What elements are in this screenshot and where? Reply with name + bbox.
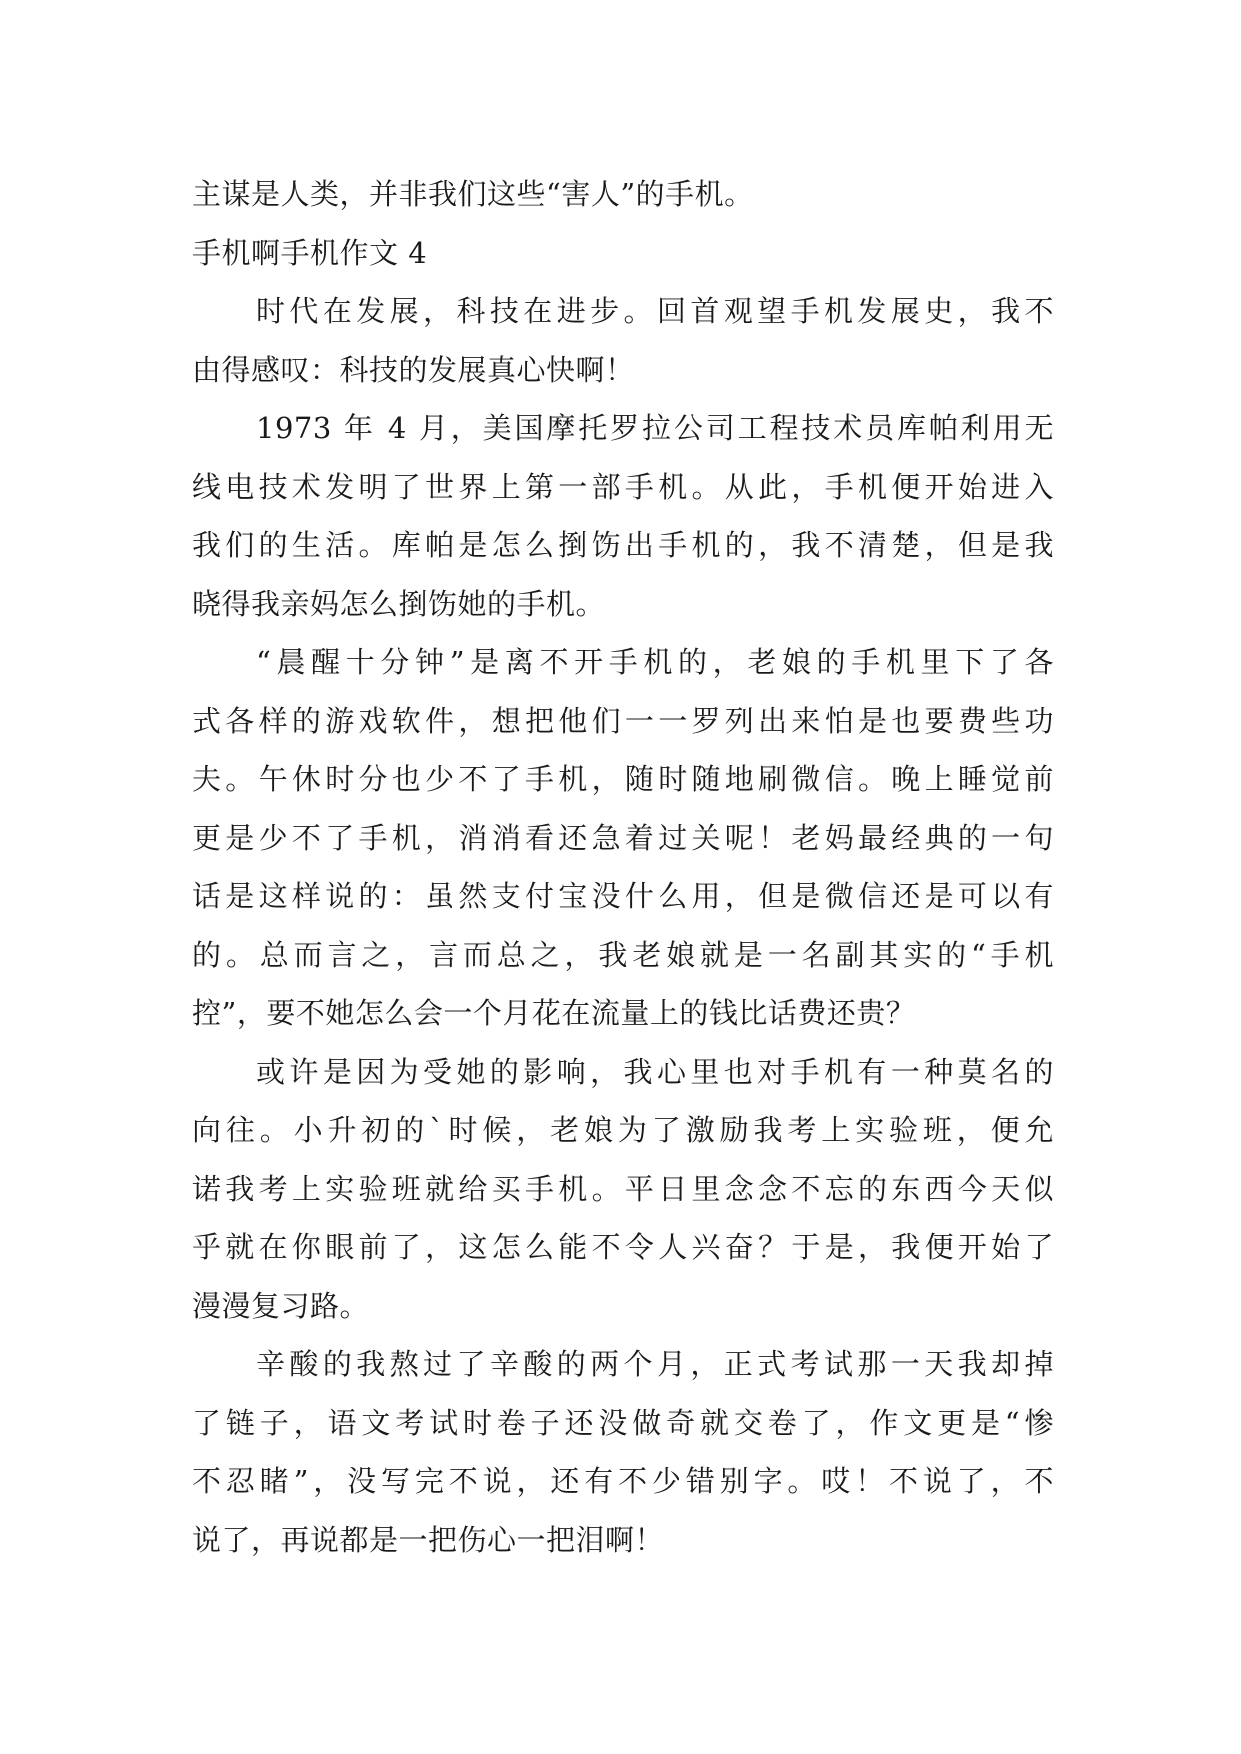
text-line: 线电技术发明了世界上第一部手机。从此，手机便开始进入 [192, 469, 1054, 504]
text-line: 不忍睹”，没写完不说，还有不少错别字。哎！不说了，不 [192, 1464, 1054, 1498]
text-line: “晨醒十分钟”是离不开手机的，老娘的手机里下了各 [256, 645, 1054, 679]
text-line: 漫漫复习路。 [192, 1288, 370, 1323]
text-line: 说了，再说都是一把伤心一把泪啊！ [192, 1522, 665, 1557]
text-line: 向往。小升初的`时候，老娘为了激励我考上实验班，便允 [192, 1113, 1054, 1147]
text-line: 我们的生活。库帕是怎么捯饬出手机的，我不清楚，但是我 [192, 528, 1054, 562]
section-heading: 手机啊手机作文 4 [192, 235, 428, 270]
text-line: 诺我考上实验班就给买手机。平日里念念不忘的东西今天似 [192, 1171, 1054, 1206]
text-line: 了链子，语文考试时卷子还没做奇就交卷了，作文更是“惨 [192, 1405, 1054, 1440]
text-line: 更是少不了手机，消消看还急着过关呢！老妈最经典的一句 [192, 820, 1054, 855]
text-line: 的。总而言之，言而总之，我老娘就是一名副其实的“手机 [192, 937, 1054, 972]
text-line: 辛酸的我熬过了辛酸的两个月，正式考试那一天我却掉 [256, 1347, 1054, 1381]
text-line: 晓得我亲妈怎么捯饬她的手机。 [192, 586, 606, 621]
document-body [192, 165, 1054, 1569]
text-line: 控”，要不她怎么会一个月花在流量上的钱比话费还贵？ [192, 996, 916, 1030]
text-line: 话是这样说的：虽然支付宝没什么用，但是微信还是可以有 [192, 879, 1054, 913]
text-line: 主谋是人类，并非我们这些“害人”的手机。 [192, 177, 754, 211]
text-line: 乎就在你眼前了，这怎么能不令人兴奋？于是，我便开始了 [192, 1230, 1054, 1264]
text-line: 式各样的游戏软件，想把他们一一罗列出来怕是也要费些功 [192, 703, 1054, 738]
text-line: 1973 年 4 月，美国摩托罗拉公司工程技术员库帕利用无 [256, 411, 1054, 445]
text-line: 时代在发展，科技在进步。回首观望手机发展史，我不 [256, 294, 1054, 328]
text-line: 由得感叹：科技的发展真心快啊！ [192, 352, 635, 387]
text-line: 夫。午休时分也少不了手机，随时随地刷微信。晚上睡觉前 [192, 762, 1054, 796]
text-line: 或许是因为受她的影响，我心里也对手机有一种莫名的 [256, 1054, 1054, 1089]
